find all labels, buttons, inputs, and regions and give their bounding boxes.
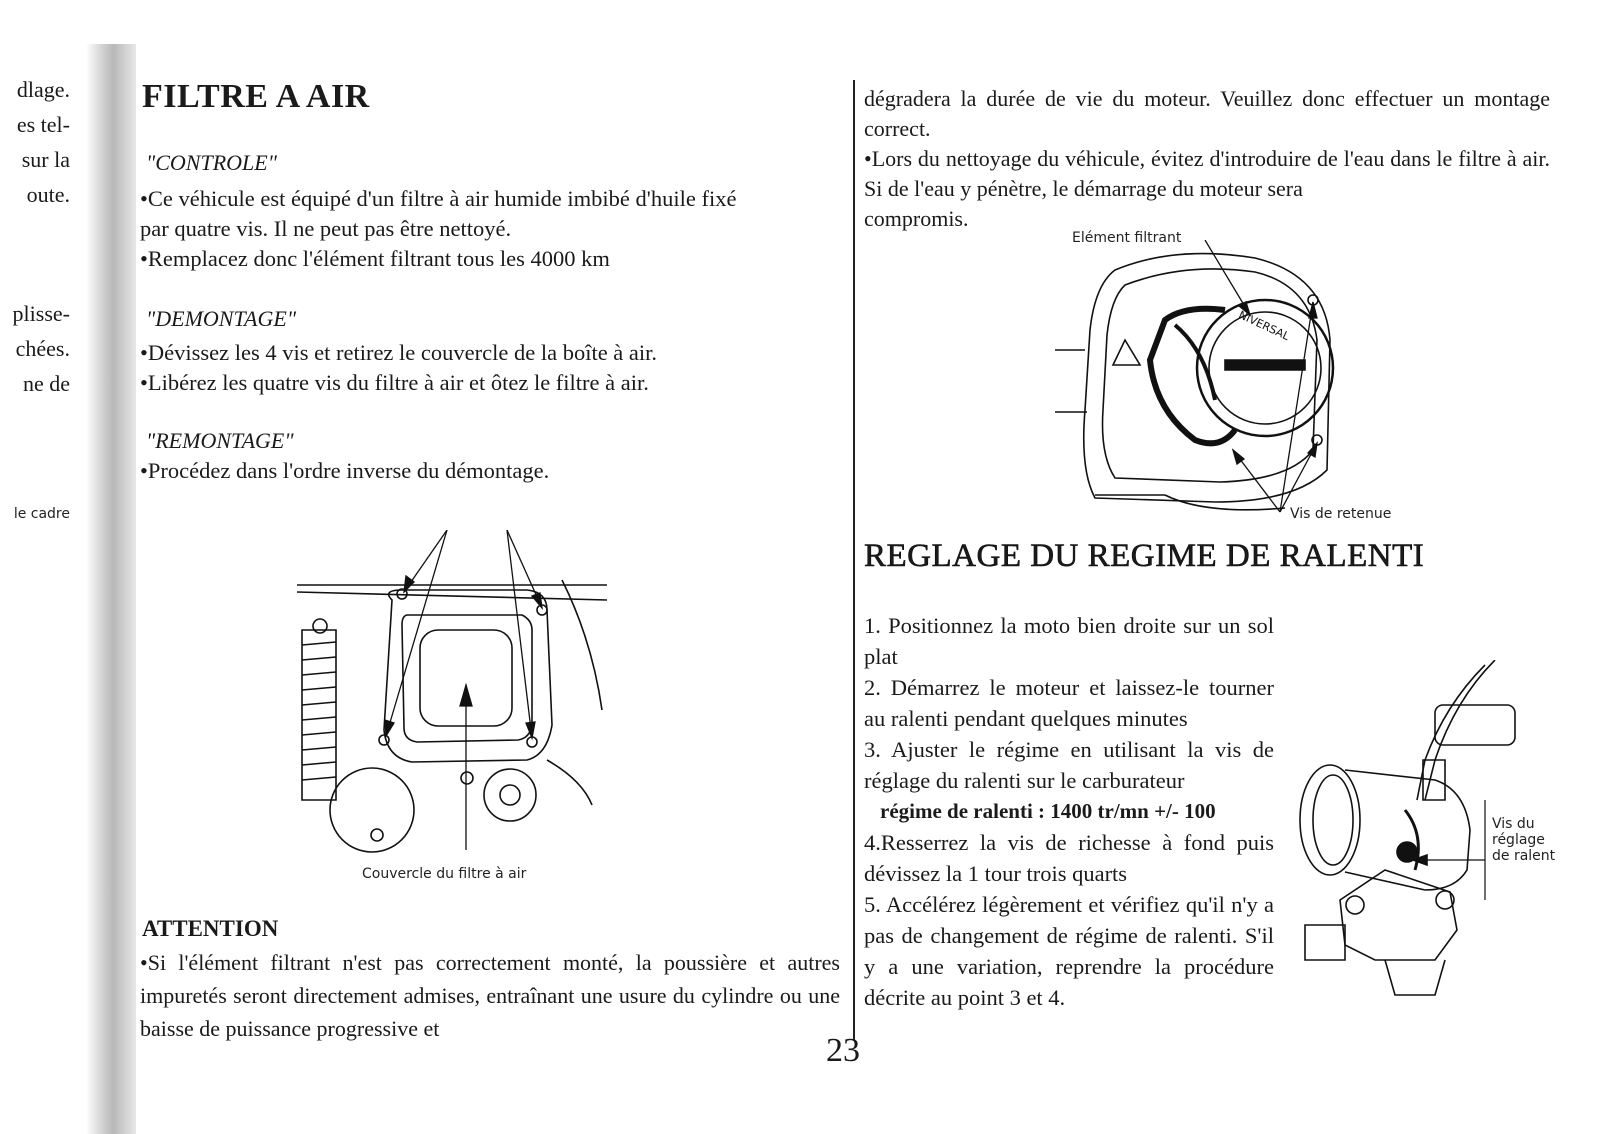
page-spine-shadow [86, 0, 136, 1134]
svg-text:NIVERSAL: NIVERSAL [1236, 308, 1292, 344]
attention-text: •Si l'élément filtrant n'est pas correctement monté, la poussière et autres impuretés seront directement admises, entraînant une usure du cylindre ou une baisse de puissance progressive et [140, 950, 840, 1041]
demontage-text [140, 338, 840, 398]
intro-text-1: dégradera la durée de vie du moteur. Veuillez donc effectuer un montage correct. [864, 86, 1550, 141]
ralenti-value: régime de ralenti : 1400 tr/mn +/- 100 [880, 799, 1216, 823]
attention-heading: ATTENTION [142, 916, 279, 941]
page-top-margin [86, 0, 136, 44]
text-line: •Libérez les quatre vis du filtre à air et ôtez le filtre à air. [140, 370, 649, 395]
edge-line: plisse- [12, 301, 70, 326]
page-number: 23 [826, 1032, 860, 1069]
previous-page-edge [0, 72, 70, 212]
remontage-text [140, 456, 840, 486]
label-vis-retenue: Vis de retenue [1290, 506, 1392, 522]
intro-text-3: compromis. [864, 206, 969, 231]
figure-caption-couvercle: Couvercle du filtre à air [362, 866, 527, 882]
label-line: réglage [1492, 832, 1545, 848]
column-divider [853, 80, 855, 1040]
step-item: 1. Positionnez la moto bien droite sur un sol plat [864, 613, 1274, 669]
intro-text-2: •Lors du nettoyage du véhicule, évitez d'introduire de l'eau dans le filtre à air. Si de l'eau y pénètre, le démarrage du moteur sera [864, 146, 1550, 201]
text-line: •Remplacez donc l'élément filtrant tous les 4000 km [140, 246, 610, 271]
controle-text [140, 184, 840, 274]
section-title-ralenti: REGLAGE DU REGIME DE RALENTI [864, 538, 1425, 574]
label-line: de ralent [1492, 848, 1556, 864]
label-vis-reglage-ralenti [1492, 816, 1600, 864]
edge-line: chées. [15, 336, 70, 361]
shock-spring [302, 619, 336, 800]
edge-line: ne de [22, 371, 70, 396]
step-item: 5. Accélérez légèrement et vérifiez qu'il n'y a pas de changement de régime de ralenti. S'il y a une variation, reprendre la procédure décrite au point 3 et 4. [864, 892, 1274, 1010]
text-line: par quatre vis. Il ne peut pas être nettoyé. [140, 216, 512, 241]
heading-remontage: "REMONTAGE" [146, 428, 294, 453]
text-line: •Ce véhicule est équipé d'un filtre à air humide imbibé d'huile fixé [140, 186, 737, 211]
previous-page-edge-2 [0, 296, 70, 401]
air-filter-cover-illustration [292, 530, 622, 860]
text-line: •Procédez dans l'ordre inverse du démontage. [140, 458, 550, 483]
edge-line: es tel- [16, 112, 70, 137]
filter-element-illustration [1055, 240, 1355, 525]
heading-controle: "CONTROLE" [146, 150, 277, 175]
heading-demontage: "DEMONTAGE" [146, 306, 297, 331]
step-item: 2. Démarrez le moteur et laissez-le tourner au ralenti pendant quelques minutes [864, 675, 1274, 731]
step-item: 4.Resserrez la vis de richesse à fond puis dévissez la 1 tour trois quarts [864, 830, 1274, 886]
text-line: •Dévissez les 4 vis et retirez le couvercle de la boîte à air. [140, 340, 658, 365]
previous-page-caption: le cadre [13, 506, 70, 522]
ralenti-steps [864, 610, 1274, 1013]
step-item: 3. Ajuster le régime en utilisant la vis de réglage du ralenti sur le carburateur [864, 737, 1274, 793]
edge-line: oute. [26, 182, 70, 207]
label-element-filtrant: Elément filtrant [1072, 230, 1182, 246]
section-title-filtre: FILTRE A AIR [142, 78, 370, 115]
edge-line: sur la [21, 147, 70, 172]
label-line: Vis du [1492, 816, 1535, 832]
edge-line: dlage. [16, 77, 70, 102]
